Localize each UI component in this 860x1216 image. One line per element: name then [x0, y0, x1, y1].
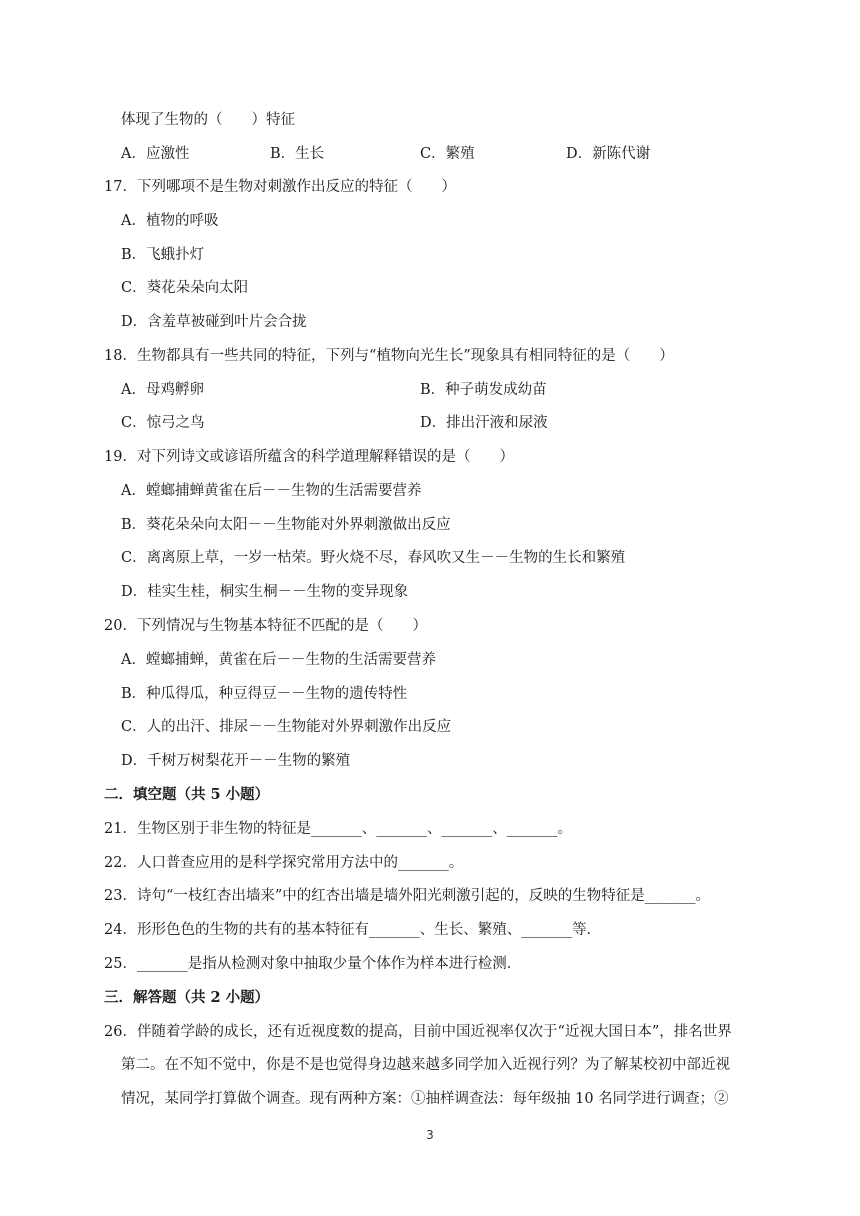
page-number: 3: [426, 1128, 434, 1142]
q19-stem: 19．对下列诗文或谚语所蕴含的科学道理解释错误的是（ ）: [104, 449, 514, 465]
q18-option-d: D．排出汗液和尿液: [420, 415, 548, 431]
section-answer-heading: 三．解答题（共 2 小题）: [104, 989, 270, 1006]
q20-option-c: C．人的出汗、排尿－－生物能对外界刺激作出反应: [121, 719, 452, 735]
q22: 22．人口普查应用的是科学探究常用方法中的_______。: [104, 855, 464, 871]
q19-option-b: B．葵花朵朵向太阳－－生物能对外界刺激做出反应: [121, 517, 451, 533]
section-fill-in-heading: 二．填空题（共 5 小题）: [104, 786, 270, 803]
q19-option-c: C．离离原上草，一岁一枯荣。野火烧不尽，春风吹又生－－生物的生长和繁殖: [121, 550, 626, 566]
q16-option-d: D．新陈代谢: [566, 146, 651, 162]
q18-option-b: B．种子萌发成幼苗: [420, 382, 547, 398]
q17-stem: 17．下列哪项不是生物对刺激作出反应的特征（ ）: [104, 179, 456, 195]
q20-option-b: B．种瓜得瓜，种豆得豆－－生物的遗传特性: [121, 686, 408, 702]
q17-option-d: D．含羞草被碰到叶片会合拢: [121, 314, 307, 330]
q26-line-2: 第二。在不知不觉中，你是不是也觉得身边越来越多同学加入近视行列？为了解某校初中部近视: [121, 1057, 730, 1073]
q20-stem: 20．下列情况与生物基本特征不匹配的是（ ）: [104, 618, 427, 634]
q18-option-a: A．母鸡孵卵: [121, 382, 204, 398]
q20-option-a: A．螳螂捕蝉，黄雀在后－－生物的生活需要营养: [121, 652, 436, 668]
q23: 23．诗句“一枝红杏出墙来”中的红杏出墙是墙外阳光刺激引起的，反映的生物特征是_______。: [104, 888, 711, 904]
q17-option-b: B．飞蛾扑灯: [121, 247, 205, 263]
q20-option-d: D．千树万树梨花开－－生物的繁殖: [121, 753, 351, 769]
q25: 25．_______是指从检测对象中抽取少量个体作为样本进行检测．: [104, 956, 522, 972]
q18-stem: 18．生物都具有一些共同的特征，下列与“植物向光生长”现象具有相同特征的是（ ）: [104, 348, 674, 364]
q26-line-3: 情况，某同学打算做个调查。现有两种方案：①抽样调查法：每年级抽 10 名同学进行调查；②: [121, 1091, 729, 1107]
q26-line-1: 26．伴随着学龄的成长，还有近视度数的提高，目前中国近视率仅次于“近视大国日本”，排名世界: [104, 1024, 732, 1040]
q16-option-a: A．应激性: [121, 146, 190, 162]
q17-option-a: A．植物的呼吸: [121, 213, 219, 229]
q19-option-a: A．螳螂捕蝉黄雀在后－－生物的生活需要营养: [121, 483, 422, 499]
q16-option-c: C．繁殖: [420, 146, 475, 162]
q19-option-d: D．桂实生桂，桐实生桐－－生物的变异现象: [121, 584, 409, 600]
q16-stem-tail: 体现了生物的（ ）特征: [121, 112, 295, 128]
q16-option-b: B．生长: [270, 146, 325, 162]
q24: 24．形形色色的生物的共有的基本特征有_______、生长、繁殖、_______等．: [104, 922, 601, 938]
q17-option-c: C．葵花朵朵向太阳: [121, 280, 249, 296]
q18-option-c: C．惊弓之鸟: [121, 415, 205, 431]
q21: 21．生物区别于非生物的特征是_______、_______、_______、_______。: [104, 821, 572, 837]
